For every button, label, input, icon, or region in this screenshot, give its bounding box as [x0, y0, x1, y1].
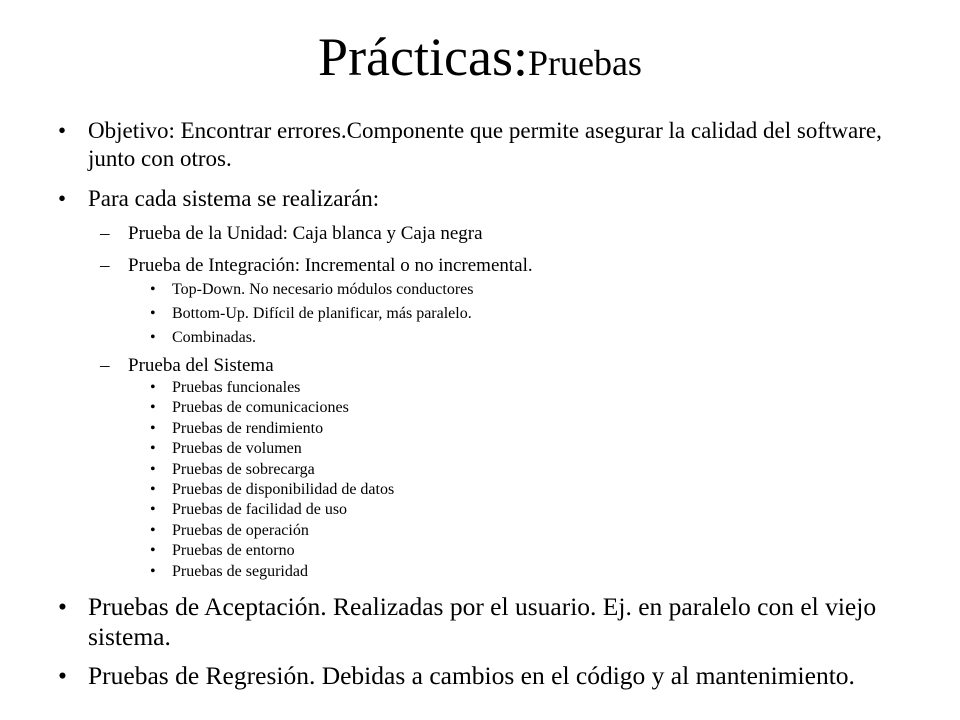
slide-body — [58, 117, 918, 691]
bullet-icon: • — [58, 592, 67, 622]
sistema-item — [58, 562, 918, 582]
slide-title — [0, 27, 960, 87]
bullet-icon: • — [150, 329, 156, 346]
integracion-item-text: Combinadas. — [172, 329, 256, 346]
sistema-item-text: Pruebas de facilidad de uso — [172, 501, 348, 519]
bullet-icon: • — [150, 379, 156, 396]
bullet-text: Para cada sistema se realizarán: — [88, 186, 380, 211]
sub-item-unidad — [58, 223, 918, 245]
sub-item-text: Prueba del Sistema — [128, 355, 274, 376]
bullet-icon: • — [150, 440, 156, 458]
dash-icon: – — [100, 355, 110, 376]
bullet-icon: • — [150, 521, 156, 539]
bullet-icon: • — [150, 562, 156, 580]
sistema-item — [58, 500, 918, 520]
bullet-text: Pruebas de Regresión. Debidas a cambios en el código y al mantenimiento. — [88, 661, 855, 691]
dash-icon: – — [100, 223, 110, 244]
sistema-item-text: Pruebas de entorno — [172, 542, 295, 560]
bullet-objetivo — [58, 117, 918, 173]
sistema-item-text: Pruebas de seguridad — [172, 562, 308, 580]
bullet-icon: • — [150, 542, 156, 560]
sistema-item-text: Pruebas de operación — [172, 521, 309, 539]
sub-item-text: Prueba de Integración: Incremental o no incremental. — [128, 255, 533, 276]
bullet-icon: • — [58, 118, 67, 143]
sub-item-integracion — [58, 255, 918, 277]
sistema-item — [58, 439, 918, 459]
sistema-item — [58, 460, 918, 480]
bullet-regresion — [58, 661, 918, 691]
bullet-icon: • — [150, 281, 156, 298]
bullet-aceptacion — [58, 592, 918, 652]
bullet-icon: • — [58, 661, 67, 691]
bullet-icon: • — [150, 481, 156, 499]
sistema-item — [58, 541, 918, 561]
bullet-icon: • — [150, 399, 156, 417]
sistema-item-text: Pruebas de comunicaciones — [172, 399, 349, 417]
integracion-item — [58, 304, 918, 323]
integracion-item-text: Bottom-Up. Difícil de planificar, más paralelo. — [172, 305, 472, 322]
sistema-item — [58, 398, 918, 418]
sistema-item-text: Pruebas de rendimiento — [172, 419, 324, 437]
sistema-item-text: Pruebas funcionales — [172, 379, 301, 396]
integracion-item-text: Top-Down. No necesario módulos conductores — [172, 281, 474, 298]
sub-item-text: Prueba de la Unidad: Caja blanca y Caja negra — [128, 223, 483, 244]
bullet-text: Objetivo: Encontrar errores.Componente que permite asegurar la calidad del software, junto con otros. — [88, 118, 882, 171]
bullet-icon: • — [150, 460, 156, 478]
sub-item-sistema — [58, 355, 918, 377]
bullet-text: Pruebas de Aceptación. Realizadas por el usuario. Ej. en paralelo con el viejo sistema. — [88, 592, 877, 652]
integracion-item — [58, 280, 918, 299]
bullet-icon: • — [150, 501, 156, 519]
dash-icon: – — [100, 255, 110, 276]
integracion-item — [58, 328, 918, 347]
sistema-item — [58, 419, 918, 439]
sistema-item-text: Pruebas de disponibilidad de datos — [172, 481, 395, 499]
bullet-icon: • — [150, 419, 156, 437]
bullet-para-cada — [58, 185, 918, 213]
sistema-item — [58, 378, 918, 398]
sistema-item — [58, 521, 918, 541]
title-sub: Pruebas — [527, 43, 642, 83]
bullet-icon: • — [58, 186, 67, 211]
title-main: Prácticas: — [318, 27, 528, 87]
sistema-item-text: Pruebas de sobrecarga — [172, 460, 315, 478]
sistema-item-text: Pruebas de volumen — [172, 440, 302, 458]
sistema-item — [58, 480, 918, 500]
bullet-icon: • — [150, 305, 156, 322]
